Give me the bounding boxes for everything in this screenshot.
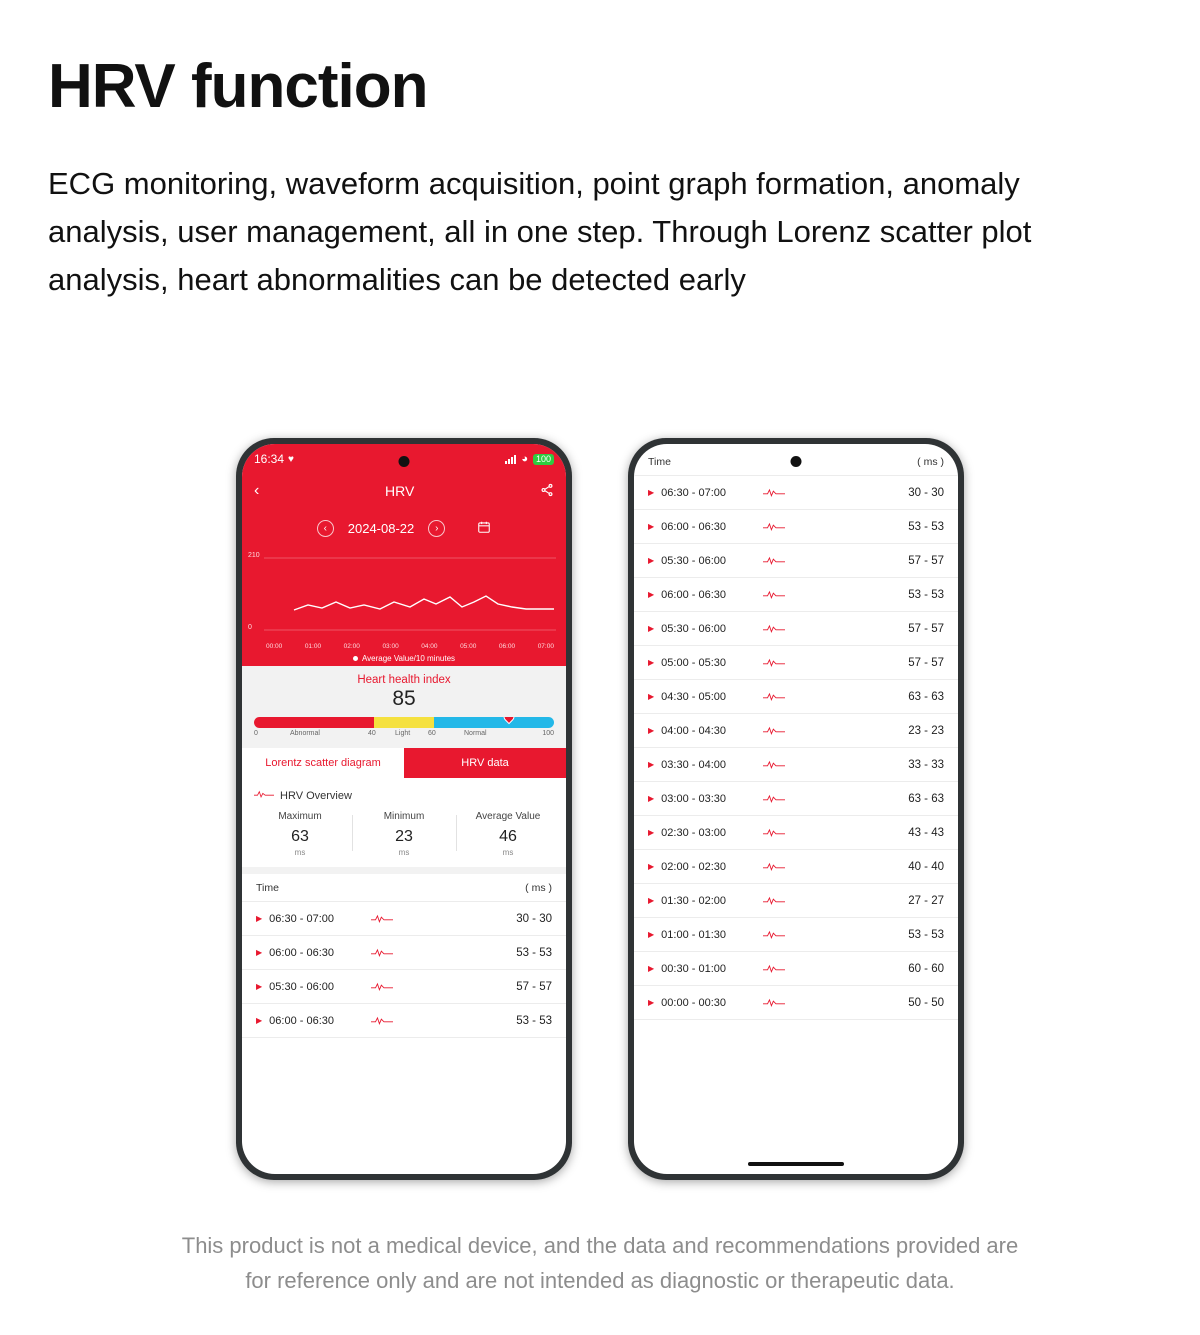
x-label: 00:00 [266,643,283,650]
expand-caret-icon[interactable]: ▶ [648,522,655,531]
health-index-value: 85 [392,687,416,710]
prev-day-button[interactable]: ‹ [317,520,334,537]
ecg-waveform-icon [749,996,908,1009]
table-row[interactable] [634,850,958,884]
row-time: 01:00 - 01:30 [661,928,726,941]
hrv-data-table [634,476,958,1020]
gauge-scale-labels [254,730,554,742]
chart-x-labels [266,643,554,650]
current-date: 2024-08-22 [347,520,415,536]
row-time: 00:30 - 01:00 [661,962,726,975]
row-value: 63 - 63 [908,792,944,805]
table-row[interactable] [634,884,958,918]
section-divider [242,867,566,874]
row-value: 57 - 57 [908,622,944,635]
ecg-waveform-icon [749,928,908,941]
expand-caret-icon[interactable]: ▶ [648,488,655,497]
table-row[interactable] [634,714,958,748]
stat-label: Maximum [278,811,322,822]
ecg-waveform-icon [749,486,908,499]
stat-value: 63 [291,828,309,845]
calendar-icon[interactable] [477,520,491,537]
expand-caret-icon[interactable]: ▶ [648,794,655,803]
ecg-waveform-icon [357,946,516,959]
row-value: 57 - 57 [516,980,552,993]
row-time: 04:30 - 05:00 [661,690,726,703]
table-row[interactable] [634,510,958,544]
disclaimer-line-1: This product is not a medical device, and the data and recommendations provided are [181,1233,1019,1258]
gauge-segment-normal [434,717,554,728]
x-label: 07:00 [537,643,554,650]
ecg-waveform-icon [357,1014,516,1027]
hrv-line-chart [242,548,566,666]
row-value: 27 - 27 [908,894,944,907]
battery-badge: 100 [533,454,554,465]
table-row[interactable] [634,612,958,646]
row-time: 06:30 - 07:00 [661,486,726,499]
row-value: 50 - 50 [908,996,944,1009]
ecg-waveform-icon [357,912,516,925]
app-bar [242,474,566,508]
expand-caret-icon[interactable]: ▶ [648,556,655,565]
x-label: 04:00 [421,643,438,650]
x-label: 05:00 [460,643,477,650]
ecg-waveform-icon [749,792,908,805]
disclaimer [60,1228,1140,1298]
legend-dot-icon [353,656,358,661]
gauge-label-normal: Normal [464,730,487,737]
row-value: 33 - 33 [908,758,944,771]
row-value: 53 - 53 [516,946,552,959]
row-time: 05:30 - 06:00 [661,554,726,567]
expand-caret-icon[interactable]: ▶ [256,982,263,991]
stat-minimum [352,811,456,857]
date-selector [242,508,566,548]
ecg-waveform-icon [749,520,908,533]
ecg-waveform-icon [749,656,908,669]
expand-caret-icon[interactable]: ▶ [648,964,655,973]
row-time: 05:30 - 06:00 [269,980,334,993]
table-header-time: Time [256,882,279,894]
row-time: 05:00 - 05:30 [661,656,726,669]
gauge-segment-abnormal [254,717,374,728]
disclaimer-line-2: for reference only and are not intended as diagnostic or therapeutic data. [245,1268,955,1294]
stat-unit: ms [502,848,514,857]
x-label: 01:00 [304,643,322,650]
front-camera-icon [791,456,802,467]
row-time: 01:30 - 02:00 [661,894,726,907]
status-clock: 16:34 [254,452,285,466]
ecg-waveform-icon [749,894,908,907]
row-value: 30 - 30 [908,486,944,499]
row-value: 63 - 63 [908,690,944,703]
page-title: HRV function [48,52,428,121]
back-icon[interactable]: ‹ [254,482,260,499]
table-header-value: ( ms ) [525,882,552,894]
row-time: 03:00 - 03:30 [661,792,726,805]
ecg-waveform-icon [749,758,908,771]
signal-bars-icon [505,454,516,464]
next-day-button[interactable]: › [428,520,445,537]
ecg-waveform-icon [749,690,908,703]
health-index-gauge [254,717,554,728]
expand-caret-icon[interactable]: ▶ [648,726,655,735]
row-time: 06:00 - 06:30 [269,1014,334,1027]
expand-caret-icon[interactable]: ▶ [648,590,655,599]
ecg-waveform-icon [749,724,908,737]
table-header-value: ( ms ) [917,456,944,468]
legend-label: Average Value/10 minutes [361,654,456,663]
home-indicator [748,1162,844,1166]
table-row[interactable] [634,782,958,816]
expand-caret-icon[interactable]: ▶ [648,828,655,837]
table-header [242,874,566,902]
table-header-time: Time [648,456,671,468]
row-time: 06:30 - 07:00 [269,912,334,925]
expand-caret-icon[interactable]: ▶ [256,914,263,923]
row-time: 06:00 - 06:30 [661,588,726,601]
ecg-waveform-icon [254,788,274,803]
phone-mockup-right [628,438,964,1180]
expand-caret-icon[interactable]: ▶ [256,1016,263,1025]
share-icon[interactable] [540,483,554,500]
row-value: 60 - 60 [908,962,944,975]
page-description: ECG monitoring, waveform acquisition, point graph formation, anomaly analysis, user management, all in one step. Through Lorenz scatter plot analysis, heart abnormalities can be detected early [48,166,1032,298]
heart-health-index-panel [242,666,566,748]
expand-caret-icon[interactable]: ▶ [648,930,655,939]
row-time: 06:00 - 06:30 [269,946,334,959]
gauge-label-abnormal: Abnormal [290,730,320,737]
row-value: 40 - 40 [908,860,944,873]
hrv-data-table [242,902,566,1038]
expand-caret-icon[interactable]: ▶ [648,896,655,905]
front-camera-icon [399,456,410,467]
ecg-waveform-icon [357,980,516,993]
table-row[interactable] [242,1004,566,1038]
x-label: 02:00 [343,643,360,650]
row-value: 53 - 53 [908,928,944,941]
heart-icon: ♥ [288,453,294,465]
tab-hrv-data[interactable]: HRV data [404,748,566,778]
ecg-waveform-icon [749,860,908,873]
gauge-label-light: Light [395,730,411,737]
row-time: 03:30 - 04:00 [661,758,726,771]
row-time: 06:00 - 06:30 [661,520,726,533]
stat-unit: ms [398,848,410,857]
stat-maximum [248,811,352,857]
table-row[interactable] [634,544,958,578]
row-value: 57 - 57 [908,656,944,669]
gauge-label-100: 100 [542,730,554,737]
chart-y-min: 0 [248,624,252,631]
row-value: 53 - 53 [516,1014,552,1027]
table-row[interactable] [634,578,958,612]
expand-caret-icon[interactable]: ▶ [648,998,655,1007]
table-row[interactable] [242,970,566,1004]
table-row[interactable] [634,986,958,1020]
tab-bar [242,748,566,778]
row-time: 04:00 - 04:30 [661,724,726,737]
expand-caret-icon[interactable]: ▶ [648,692,655,701]
expand-caret-icon[interactable]: ▶ [648,658,655,667]
expand-caret-icon[interactable]: ▶ [256,948,263,957]
x-label: 06:00 [498,643,516,650]
ecg-waveform-icon [749,554,908,567]
row-value: 23 - 23 [908,724,944,737]
row-value: 43 - 43 [908,826,944,839]
phone-mockup-left [236,438,572,1180]
stat-value: 46 [499,828,517,845]
page-title-hrv: HRV [385,483,415,499]
row-time: 02:00 - 02:30 [661,860,726,873]
table-row[interactable] [634,748,958,782]
stat-value: 23 [395,828,413,845]
hrv-overview-title: HRV Overview [280,789,352,802]
row-time: 02:30 - 03:00 [661,826,726,839]
tab-lorentz-scatter-diagram[interactable]: Lorentz scatter diagram [242,748,404,778]
table-row[interactable] [242,936,566,970]
hrv-stats-row [242,807,566,867]
row-value: 57 - 57 [908,554,944,567]
ecg-waveform-icon [749,962,908,975]
gauge-label-40: 40 [368,730,376,737]
hrv-overview-header [242,778,566,807]
table-row[interactable] [634,680,958,714]
ecg-waveform-icon [749,622,908,635]
row-value: 53 - 53 [908,520,944,533]
row-value: 30 - 30 [516,912,552,925]
expand-caret-icon[interactable]: ▶ [648,862,655,871]
row-value: 53 - 53 [908,588,944,601]
table-row[interactable] [634,646,958,680]
stat-average-value [456,811,560,857]
stat-unit: ms [294,848,306,857]
gauge-label-0: 0 [254,730,258,737]
row-time: 05:30 - 06:00 [661,622,726,635]
row-time: 00:00 - 00:30 [661,996,726,1009]
chart-plot [264,552,556,644]
chart-legend [242,654,566,663]
table-row[interactable] [634,816,958,850]
ecg-waveform-icon [749,826,908,839]
health-index-title: Heart health index [357,674,451,686]
table-row[interactable] [634,918,958,952]
gauge-marker-icon [504,717,515,726]
expand-caret-icon[interactable]: ▶ [648,624,655,633]
expand-caret-icon[interactable]: ▶ [648,760,655,769]
stat-label: Minimum [383,811,425,822]
gauge-segment-light [374,717,434,728]
ecg-waveform-icon [749,588,908,601]
table-row[interactable] [634,952,958,986]
stat-label: Average Value [475,811,541,822]
table-row[interactable] [634,476,958,510]
chart-y-max: 210 [248,552,260,559]
wifi-icon: ◕ [521,453,528,465]
gauge-label-60: 60 [428,730,436,737]
x-label: 03:00 [382,643,399,650]
hrv-header-panel [242,444,566,666]
table-row[interactable] [242,902,566,936]
